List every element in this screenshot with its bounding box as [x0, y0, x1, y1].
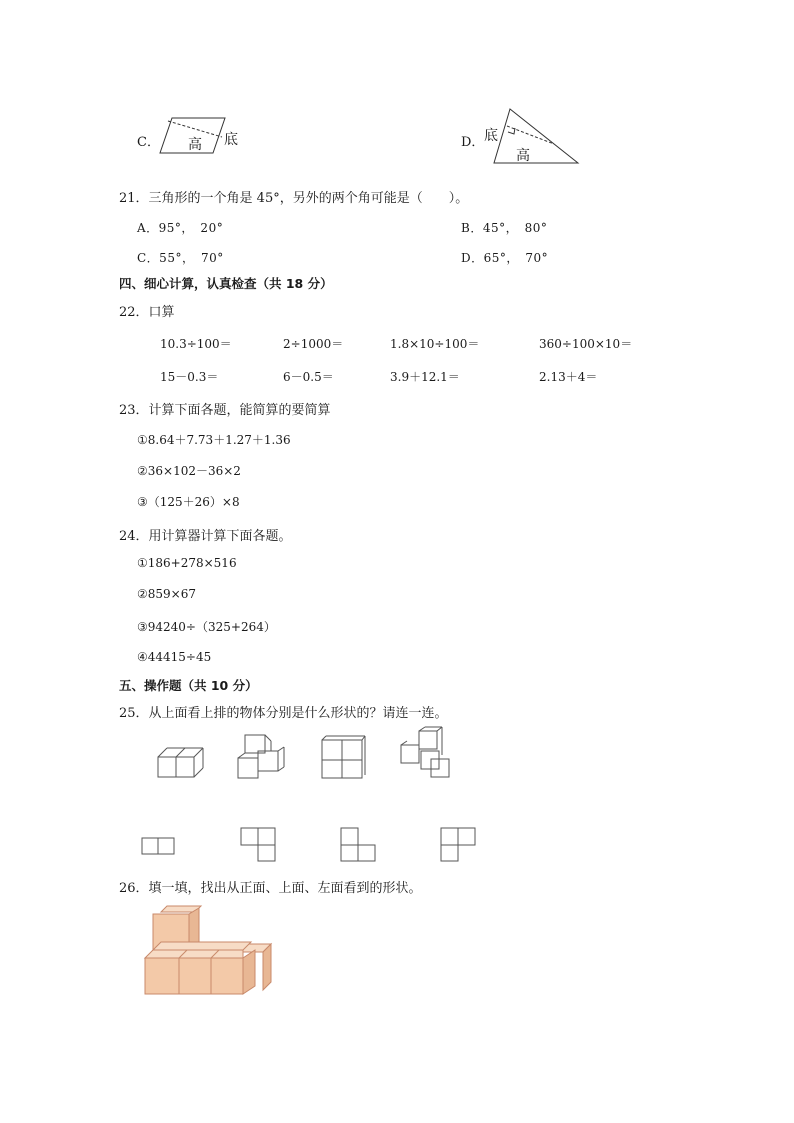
q23-item-2: ②36×102－36×2: [137, 464, 241, 478]
cube-object-3[interactable]: [321, 735, 367, 781]
cube-object-2[interactable]: [237, 733, 287, 781]
top-view-shape-1[interactable]: [141, 837, 177, 857]
q24-item-4: ④44415÷45: [137, 650, 212, 664]
parallelogram-height-label: 高: [188, 137, 202, 153]
cube-object-1[interactable]: [157, 742, 207, 782]
oral-calc-item: 15－0.3＝: [160, 370, 219, 384]
q25-stem: 25．从上面看上排的物体分别是什么形状的？请连一连。: [119, 706, 448, 721]
q24-item-2: ②859×67: [137, 587, 196, 601]
q21-option-d[interactable]: D．65°， 70°: [461, 251, 549, 265]
oral-calc-item: 3.9＋12.1＝: [390, 370, 460, 384]
q21-option-b[interactable]: B．45°， 80°: [461, 221, 548, 235]
q24-item-1: ①186+278×516: [137, 556, 237, 570]
section-4-title: 四、细心计算，认真检查（共 18 分）: [119, 276, 333, 291]
q21-stem: 21．三角形的一个角是 45°，另外的两个角可能是（ ）。: [119, 191, 469, 206]
triangle-base-label: 底: [484, 128, 498, 144]
q20-option-d-letter[interactable]: D．: [461, 135, 485, 150]
q26-stem: 26．填一填，找出从正面、上面、左面看到的形状。: [119, 881, 422, 896]
oral-calc-item: 360÷100×10＝: [539, 337, 633, 351]
top-view-shape-2[interactable]: [240, 827, 280, 863]
q24-stem: 24．用计算器计算下面各题。: [119, 529, 292, 544]
cube-object-4[interactable]: [399, 727, 455, 779]
top-view-shape-3[interactable]: [340, 827, 380, 863]
cube-stack-figure: [143, 906, 273, 998]
triangle-height-label: 高: [516, 148, 530, 164]
parallelogram-base-label: 底: [224, 132, 238, 148]
q23-stem: 23．计算下面各题，能简算的要简算: [119, 403, 331, 418]
oral-calc-item: 6－0.5＝: [283, 370, 334, 384]
q23-item-3: ③（125＋26）×8: [137, 495, 240, 509]
triangle-figure: [494, 106, 584, 166]
q22-stem: 22．口算: [119, 305, 175, 320]
oral-calc-item: 2÷1000＝: [283, 337, 344, 351]
top-view-shape-4[interactable]: [440, 827, 480, 863]
q20-option-c-letter[interactable]: C．: [137, 135, 160, 150]
oral-calc-item: 1.8×10÷100＝: [390, 337, 480, 351]
q21-option-c[interactable]: C．55°， 70°: [137, 251, 224, 265]
q24-item-3: ③94240÷（325+264）: [137, 620, 276, 634]
section-5-title: 五、操作题（共 10 分）: [119, 678, 258, 693]
q23-item-1: ①8.64＋7.73＋1.27＋1.36: [137, 433, 291, 447]
q21-option-a[interactable]: A．95°， 20°: [137, 221, 224, 235]
oral-calc-item: 10.3÷100＝: [160, 337, 232, 351]
oral-calc-item: 2.13＋4＝: [539, 370, 598, 384]
